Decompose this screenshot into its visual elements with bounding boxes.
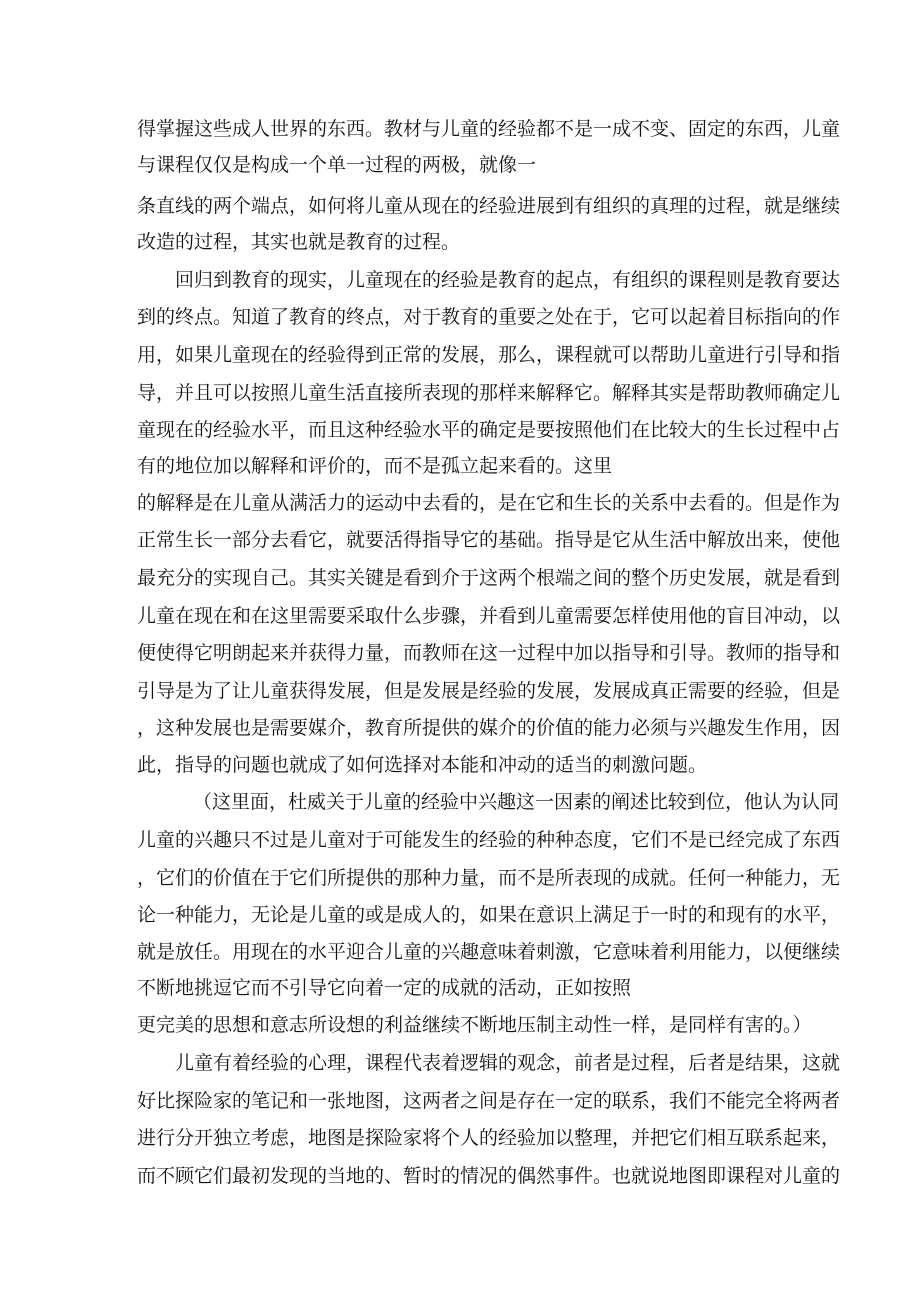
text-line-14: 儿童在现在和在这里需要采取什么步骤，并看到儿童需要怎样使用他的盲目冲动，以 (137, 605, 841, 627)
text-line-20: 儿童的兴趣只不过是儿童对于可能发生的经验的种种态度，它们不是已经完成了东西 (137, 829, 841, 851)
text-line-15: 便使得它明朗起来并获得力量，而教师在这一过程中加以指导和引导。教师的指导和 (137, 642, 841, 664)
text-line-22: 论一种能力，无论是儿童的或是成人的，如果在意识上满足于一时的和现有的水平， (137, 904, 841, 926)
text-line-11: 的解释是在儿童从满活力的运动中去看的，是在它和生长的关系中去看的。但是作为 (137, 492, 841, 514)
text-line-23: 就是放任。用现在的水平迎合儿童的兴趣意味着刺激，它意味着利用能力，以便继续 (137, 941, 841, 963)
text-line-13: 最充分的实现自己。其实关键是看到介于这两个根端之间的整个历史发展，就是看到 (137, 567, 841, 589)
text-line-5: 回归到教育的现实，儿童现在的经验是教育的起点，有组织的课程则是教育要达 (175, 269, 841, 291)
text-line-12: 正常生长一部分去看它，就要活得指导它的基础。指导是它从生活中解放出来，使他 (137, 529, 841, 551)
text-line-18: 此，指导的问题也就成了如何选择对本能和冲动的适当的刺激问题。 (137, 754, 708, 776)
text-line-25: 更完美的思想和意志所设想的利益继续不断地压制主动性一样，是同样有害的。） (137, 1014, 812, 1036)
text-line-29: 而不顾它们最初发现的当地的、暂时的情况的偶然事件。也就说地图即课程对儿童的 (137, 1165, 841, 1187)
text-line-4: 改造的过程，其实也就是教育的过程。 (137, 231, 461, 253)
text-line-27: 好比探险家的笔记和一张地图，这两者之间是存在一定的联系，我们不能完全将两者 (137, 1090, 841, 1112)
text-line-17: ，这种发展也是需要媒介，教育所提供的媒介的价值的能力必须与兴趣发生作用，因 (137, 717, 841, 739)
text-line-24: 不断地挑逗它而不引导它向着一定的成就的活动，正如按照 (137, 977, 632, 999)
text-line-28: 进行分开独立考虑，地图是探险家将个人的经验加以整理，并把它们相互联系起来， (137, 1127, 841, 1149)
text-line-7: 用，如果儿童现在的经验得到正常的发展，那么，课程就可以帮助儿童进行引导和指 (137, 344, 841, 366)
text-line-26: 儿童有着经验的心理，课程代表着逻辑的观念，前者是过程，后者是结果，这就 (175, 1052, 841, 1074)
text-line-1: 得掌握这些成人世界的东西。教材与儿童的经验都不是一成不变、固定的东西，儿童 (137, 118, 841, 140)
text-line-21: ，它们的价值在于它们所提供的那种力量，而不是所表现的成就。任何一种能力，无 (137, 867, 841, 889)
text-line-8: 导，并且可以按照儿童生活直接所表现的那样来解释它。解释其实是帮助教师确定儿 (137, 382, 841, 404)
text-line-2: 与课程仅仅是构成一个单一过程的两极，就像一 (137, 154, 537, 176)
text-line-16: 引导是为了让儿童获得发展，但是发展是经验的发展，发展成真正需要的经验，但是 (137, 680, 841, 702)
text-line-19: （这里面，杜威关于儿童的经验中兴趣这一因素的阐述比较到位，他认为认同 (193, 791, 840, 813)
text-line-3: 条直线的两个端点，如何将儿童从现在的经验进展到有组织的真理的过程，就是继续 (137, 195, 841, 217)
text-line-9: 童现在的经验水平，而且这种经验水平的确定是要按照他们在比较大的生长过程中占 (137, 419, 841, 441)
text-line-10: 有的地位加以解释和评价的，而不是孤立起来看的。这里 (137, 455, 613, 477)
text-line-6: 到的终点。知道了教育的终点，对于教育的重要之处在于，它可以起着目标指向的作 (137, 306, 841, 328)
